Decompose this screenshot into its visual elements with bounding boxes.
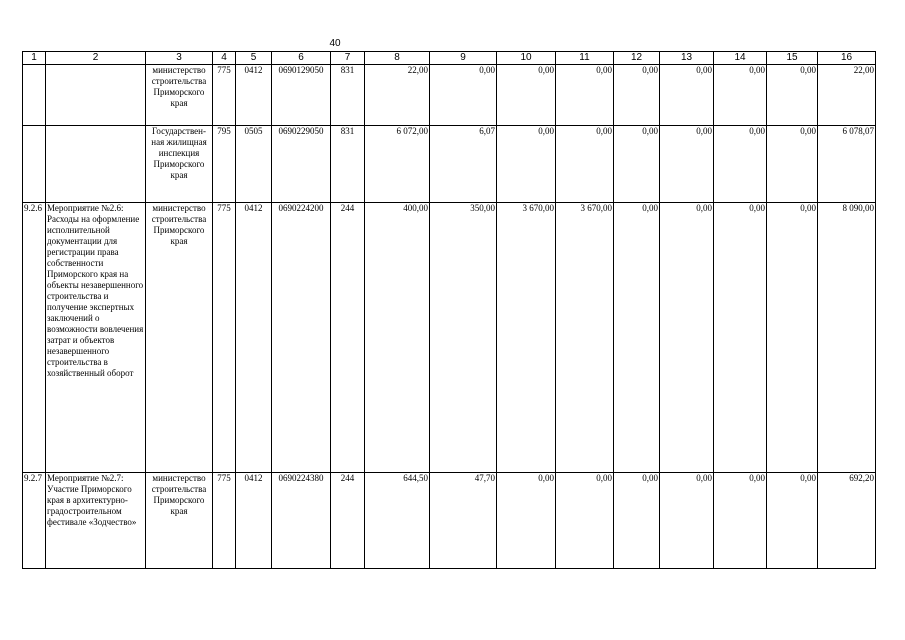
column-number-row [23,52,876,65]
grbs-code: 775 [213,203,236,473]
target-article-code: 0690224200 [272,203,331,473]
page-number: 40 [329,38,341,49]
executor: министерство строительства Приморского края [146,65,213,126]
amount-cell: 22,00 [365,65,430,126]
grbs-code: 795 [213,126,236,203]
item-name: Мероприятие №2.7: Участие Приморского края в архитектурно-градостроительном фестивале «Зодчество» [46,473,146,569]
column-header: 7 [331,52,365,65]
section-code: 0505 [236,126,272,203]
amount-cell: 0,00 [767,65,818,126]
column-header: 8 [365,52,430,65]
total-cell: 692,20 [818,473,876,569]
amount-cell: 0,00 [614,473,660,569]
column-header: 6 [272,52,331,65]
amount-cell: 6 072,00 [365,126,430,203]
amount-cell: 350,00 [430,203,497,473]
item-number [23,65,46,126]
grbs-code: 775 [213,473,236,569]
total-cell: 8 090,00 [818,203,876,473]
amount-cell: 0,00 [660,65,714,126]
column-header: 11 [556,52,614,65]
column-header: 12 [614,52,660,65]
amount-cell: 0,00 [714,203,767,473]
target-article-code: 0690129050 [272,65,331,126]
item-number: 9.2.6 [23,203,46,473]
table-row [23,65,876,126]
column-header: 10 [497,52,556,65]
column-header: 15 [767,52,818,65]
target-article-code: 0690229050 [272,126,331,203]
table-row [23,126,876,203]
amount-cell: 3 670,00 [556,203,614,473]
column-header: 13 [660,52,714,65]
amount-cell: 6,07 [430,126,497,203]
amount-cell: 0,00 [714,126,767,203]
amount-cell: 0,00 [714,473,767,569]
amount-cell: 0,00 [614,126,660,203]
table-row [23,203,876,473]
item-name [46,65,146,126]
target-article-code: 0690224380 [272,473,331,569]
grbs-code: 775 [213,65,236,126]
table-row [23,473,876,569]
amount-cell: 0,00 [497,126,556,203]
column-header: 14 [714,52,767,65]
amount-cell: 47,70 [430,473,497,569]
amount-cell: 0,00 [714,65,767,126]
column-header: 3 [146,52,213,65]
column-header: 9 [430,52,497,65]
expense-type-code: 831 [331,126,365,203]
amount-cell: 0,00 [660,203,714,473]
item-number: 9.2.7 [23,473,46,569]
item-number [23,126,46,203]
amount-cell: 0,00 [556,65,614,126]
amount-cell: 644,50 [365,473,430,569]
amount-cell: 0,00 [614,65,660,126]
column-header: 2 [46,52,146,65]
amount-cell: 3 670,00 [497,203,556,473]
executor: Государствен-ная жилищная инспекция Приморского края [146,126,213,203]
amount-cell: 0,00 [767,126,818,203]
column-header: 16 [818,52,876,65]
column-header: 5 [236,52,272,65]
section-code: 0412 [236,473,272,569]
expense-type-code: 244 [331,473,365,569]
amount-cell: 0,00 [497,473,556,569]
section-code: 0412 [236,65,272,126]
item-name: Мероприятие №2.6: Расходы на оформление исполнительной документации для регистрации права собственности Приморского края на объекты незавершенного строительства и получение экспертных заключений о возможности вовлечения затрат и объектов незавершенного строительства в хозяйственный оборот [46,203,146,473]
executor: министерство строительства Приморского края [146,203,213,473]
section-code: 0412 [236,203,272,473]
expense-type-code: 831 [331,65,365,126]
amount-cell: 0,00 [767,203,818,473]
amount-cell: 0,00 [767,473,818,569]
total-cell: 6 078,07 [818,126,876,203]
amount-cell: 0,00 [430,65,497,126]
total-cell: 22,00 [818,65,876,126]
amount-cell: 0,00 [556,126,614,203]
amount-cell: 0,00 [556,473,614,569]
item-name [46,126,146,203]
expense-type-code: 244 [331,203,365,473]
budget-table [22,51,876,569]
column-header: 1 [23,52,46,65]
column-header: 4 [213,52,236,65]
executor: министерство строительства Приморского края [146,473,213,569]
amount-cell: 0,00 [660,126,714,203]
amount-cell: 0,00 [497,65,556,126]
amount-cell: 400,00 [365,203,430,473]
amount-cell: 0,00 [614,203,660,473]
amount-cell: 0,00 [660,473,714,569]
